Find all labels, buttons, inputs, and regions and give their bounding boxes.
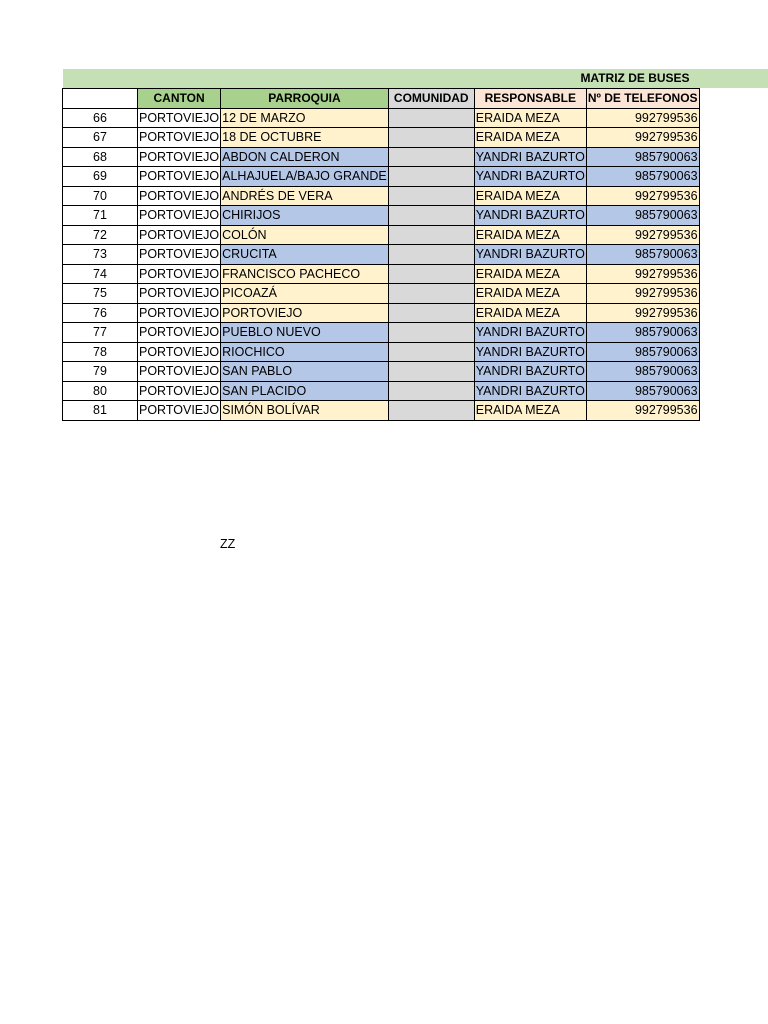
canton-cell[interactable]: PORTOVIEJO bbox=[138, 128, 221, 148]
telefono-cell[interactable]: 992799536 bbox=[586, 284, 699, 304]
table-row bbox=[63, 381, 700, 401]
telefono-cell[interactable]: 985790063 bbox=[586, 206, 699, 226]
canton-cell[interactable]: PORTOVIEJO bbox=[138, 186, 221, 206]
parroquia-cell[interactable]: ALHAJUELA/BAJO GRANDE bbox=[221, 167, 389, 187]
comunidad-cell[interactable] bbox=[388, 206, 474, 226]
table-row bbox=[63, 128, 700, 148]
row-number-cell[interactable]: 72 bbox=[63, 225, 138, 245]
responsable-cell[interactable]: ERAIDA MEZA bbox=[474, 225, 586, 245]
responsable-cell[interactable]: ERAIDA MEZA bbox=[474, 401, 586, 421]
comunidad-cell[interactable] bbox=[388, 225, 474, 245]
comunidad-cell[interactable] bbox=[388, 147, 474, 167]
stray-cell-text[interactable]: ZZ bbox=[220, 537, 236, 551]
parroquia-cell[interactable]: RIOCHICO bbox=[221, 342, 389, 362]
canton-cell[interactable]: PORTOVIEJO bbox=[138, 362, 221, 382]
canton-cell[interactable]: PORTOVIEJO bbox=[138, 323, 221, 343]
telefono-cell[interactable]: 985790063 bbox=[586, 167, 699, 187]
comunidad-cell[interactable] bbox=[388, 342, 474, 362]
comunidad-cell[interactable] bbox=[388, 264, 474, 284]
row-number-cell[interactable]: 68 bbox=[63, 147, 138, 167]
buses-matrix-table bbox=[62, 88, 700, 421]
parroquia-cell[interactable]: CRUCITA bbox=[221, 245, 389, 265]
parroquia-cell[interactable]: PUEBLO NUEVO bbox=[221, 323, 389, 343]
comunidad-cell[interactable] bbox=[388, 128, 474, 148]
telefono-cell[interactable]: 992799536 bbox=[586, 186, 699, 206]
telefono-cell[interactable]: 992799536 bbox=[586, 128, 699, 148]
responsable-cell[interactable]: YANDRI BAZURTO bbox=[474, 381, 586, 401]
table-row bbox=[63, 225, 700, 245]
telefono-cell[interactable]: 985790063 bbox=[586, 147, 699, 167]
comunidad-cell[interactable] bbox=[388, 167, 474, 187]
responsable-cell[interactable]: YANDRI BAZURTO bbox=[474, 206, 586, 226]
responsable-cell[interactable]: ERAIDA MEZA bbox=[474, 108, 586, 128]
table-row bbox=[63, 342, 700, 362]
row-number-cell[interactable]: 81 bbox=[63, 401, 138, 421]
row-number-cell[interactable]: 66 bbox=[63, 108, 138, 128]
header-number-cell[interactable] bbox=[63, 89, 138, 109]
canton-cell[interactable]: PORTOVIEJO bbox=[138, 225, 221, 245]
parroquia-cell[interactable]: COLÓN bbox=[221, 225, 389, 245]
telefono-cell[interactable]: 992799536 bbox=[586, 264, 699, 284]
table-row bbox=[63, 206, 700, 226]
parroquia-cell[interactable]: PICOAZÁ bbox=[221, 284, 389, 304]
header-row bbox=[63, 89, 700, 109]
table-row bbox=[63, 362, 700, 382]
title-band bbox=[63, 69, 768, 88]
row-number-cell[interactable]: 78 bbox=[63, 342, 138, 362]
telefono-cell[interactable]: 992799536 bbox=[586, 401, 699, 421]
table-row bbox=[63, 264, 700, 284]
canton-cell[interactable]: PORTOVIEJO bbox=[138, 303, 221, 323]
sheet-title: MATRIZ DE BUSES bbox=[580, 71, 690, 85]
row-number-cell[interactable]: 80 bbox=[63, 381, 138, 401]
parroquia-cell[interactable]: SIMÓN BOLÍVAR bbox=[221, 401, 389, 421]
comunidad-cell[interactable] bbox=[388, 303, 474, 323]
header-responsable[interactable]: RESPONSABLE bbox=[474, 89, 586, 109]
canton-cell[interactable]: PORTOVIEJO bbox=[138, 264, 221, 284]
canton-cell[interactable]: PORTOVIEJO bbox=[138, 381, 221, 401]
comunidad-cell[interactable] bbox=[388, 381, 474, 401]
table-row bbox=[63, 401, 700, 421]
canton-cell[interactable]: PORTOVIEJO bbox=[138, 206, 221, 226]
canton-cell[interactable]: PORTOVIEJO bbox=[138, 108, 221, 128]
row-number-cell[interactable]: 76 bbox=[63, 303, 138, 323]
canton-cell[interactable]: PORTOVIEJO bbox=[138, 245, 221, 265]
responsable-cell[interactable]: ERAIDA MEZA bbox=[474, 303, 586, 323]
telefono-cell[interactable]: 992799536 bbox=[586, 225, 699, 245]
row-number-cell[interactable]: 73 bbox=[63, 245, 138, 265]
parroquia-cell[interactable]: ABDON CALDERON bbox=[221, 147, 389, 167]
canton-cell[interactable]: PORTOVIEJO bbox=[138, 284, 221, 304]
table-row bbox=[63, 147, 700, 167]
responsable-cell[interactable]: ERAIDA MEZA bbox=[474, 264, 586, 284]
table-row bbox=[63, 323, 700, 343]
telefono-cell[interactable]: 985790063 bbox=[586, 342, 699, 362]
parroquia-cell[interactable]: ANDRÉS DE VERA bbox=[221, 186, 389, 206]
table-row bbox=[63, 303, 700, 323]
comunidad-cell[interactable] bbox=[388, 401, 474, 421]
row-number-cell[interactable]: 75 bbox=[63, 284, 138, 304]
telefono-cell[interactable]: 985790063 bbox=[586, 245, 699, 265]
parroquia-cell[interactable]: 12 DE MARZO bbox=[221, 108, 389, 128]
telefono-cell[interactable]: 985790063 bbox=[586, 381, 699, 401]
comunidad-cell[interactable] bbox=[388, 108, 474, 128]
comunidad-cell[interactable] bbox=[388, 186, 474, 206]
header-parroquia[interactable]: PARROQUIA bbox=[221, 89, 389, 109]
canton-cell[interactable]: PORTOVIEJO bbox=[138, 167, 221, 187]
table-row bbox=[63, 245, 700, 265]
comunidad-cell[interactable] bbox=[388, 284, 474, 304]
row-number-cell[interactable]: 77 bbox=[63, 323, 138, 343]
responsable-cell[interactable]: YANDRI BAZURTO bbox=[474, 167, 586, 187]
header-canton[interactable]: CANTON bbox=[138, 89, 221, 109]
responsable-cell[interactable]: YANDRI BAZURTO bbox=[474, 342, 586, 362]
header-telefonos[interactable]: Nº DE TELEFONOS bbox=[586, 89, 699, 109]
row-number-cell[interactable]: 74 bbox=[63, 264, 138, 284]
parroquia-cell[interactable]: SAN PLACIDO bbox=[221, 381, 389, 401]
responsable-cell[interactable]: ERAIDA MEZA bbox=[474, 186, 586, 206]
parroquia-cell[interactable]: FRANCISCO PACHECO bbox=[221, 264, 389, 284]
responsable-cell[interactable]: ERAIDA MEZA bbox=[474, 128, 586, 148]
responsable-cell[interactable]: ERAIDA MEZA bbox=[474, 284, 586, 304]
header-comunidad[interactable]: COMUNIDAD bbox=[388, 89, 474, 109]
comunidad-cell[interactable] bbox=[388, 245, 474, 265]
canton-cell[interactable]: PORTOVIEJO bbox=[138, 147, 221, 167]
row-number-cell[interactable]: 79 bbox=[63, 362, 138, 382]
row-number-cell[interactable]: 70 bbox=[63, 186, 138, 206]
table-row bbox=[63, 284, 700, 304]
responsable-cell[interactable]: YANDRI BAZURTO bbox=[474, 245, 586, 265]
table-row bbox=[63, 186, 700, 206]
parroquia-cell[interactable]: 18 DE OCTUBRE bbox=[221, 128, 389, 148]
canton-cell[interactable]: PORTOVIEJO bbox=[138, 401, 221, 421]
telefono-cell[interactable]: 985790063 bbox=[586, 362, 699, 382]
responsable-cell[interactable]: YANDRI BAZURTO bbox=[474, 323, 586, 343]
responsable-cell[interactable]: YANDRI BAZURTO bbox=[474, 362, 586, 382]
responsable-cell[interactable]: YANDRI BAZURTO bbox=[474, 147, 586, 167]
parroquia-cell[interactable]: PORTOVIEJO bbox=[221, 303, 389, 323]
parroquia-cell[interactable]: SAN PABLO bbox=[221, 362, 389, 382]
row-number-cell[interactable]: 67 bbox=[63, 128, 138, 148]
parroquia-cell[interactable]: CHIRIJOS bbox=[221, 206, 389, 226]
canton-cell[interactable]: PORTOVIEJO bbox=[138, 342, 221, 362]
comunidad-cell[interactable] bbox=[388, 362, 474, 382]
telefono-cell[interactable]: 992799536 bbox=[586, 303, 699, 323]
telefono-cell[interactable]: 985790063 bbox=[586, 323, 699, 343]
row-number-cell[interactable]: 71 bbox=[63, 206, 138, 226]
row-number-cell[interactable]: 69 bbox=[63, 167, 138, 187]
table-row bbox=[63, 167, 700, 187]
table-row bbox=[63, 108, 700, 128]
telefono-cell[interactable]: 992799536 bbox=[586, 108, 699, 128]
comunidad-cell[interactable] bbox=[388, 323, 474, 343]
